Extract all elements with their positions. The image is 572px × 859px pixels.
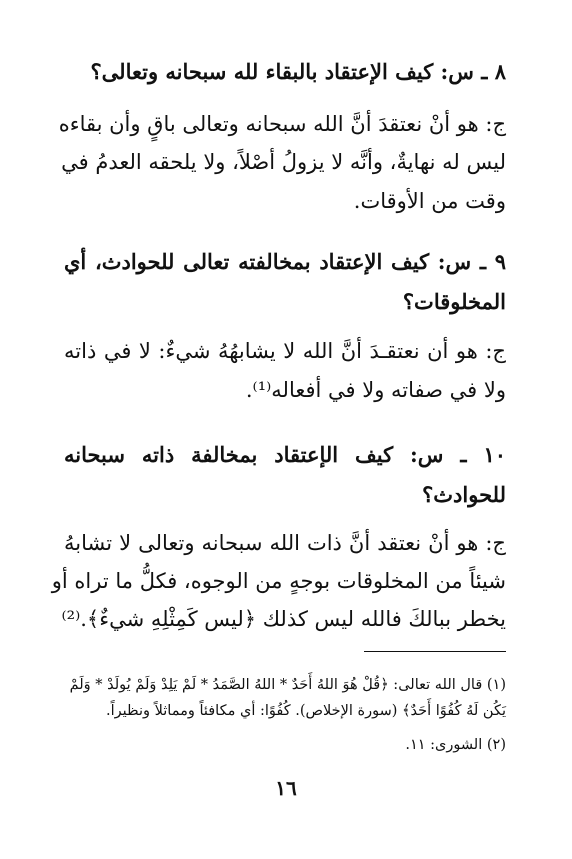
page-number: ١٦ xyxy=(275,776,297,800)
answer-9-line-1: ج: هو أن نعتقـدَ أنَّ الله لا يشابهُهُ شيءٌ: لا في ذاته xyxy=(64,339,506,363)
answer-9-line-2: ولا في صفاته ولا في أفعاله⁽¹⁾. xyxy=(245,378,506,402)
footnote-1-line-1: (١) قال الله تعالى: ﴿قُلْ هُوَ اللهُ أَحَدٌ * اللهُ الصَّمَدُ * لَمْ يَلِدْ وَلَمْ يُولَدْ * وَلَمْ xyxy=(69,677,506,693)
answer-8-line-3: وقت من الأوقات. xyxy=(353,189,506,213)
footnote-1-line-2: يَكُن لَهُ كُفُوًا أَحَدٌ﴾ (سورة الإخلاص). كُفُوًا: أي مكافئاً ومماثلاً ونظيراً. xyxy=(106,703,506,719)
question-9-line-2: المخلوقات؟ xyxy=(402,289,506,314)
question-9-line-1: ٩ ـ س: كيف الإعتقاد بمخالفته تعالى للحوادث، أي xyxy=(64,249,506,274)
answer-8-line-1: ج: هو أنْ نعتقدَ أنَّ الله سبحانه وتعالى باقٍ وأن بقاءه xyxy=(58,112,506,136)
question-10-line-2: للحوادث؟ xyxy=(422,482,506,507)
answer-8-line-2: ليس له نهايةٌ، وأنَّه لا يزولُ أصْلاً، ولا يلحقه العدمُ في xyxy=(61,150,506,174)
question-8: ٨ ـ س: كيف الإعتقاد بالبقاء لله سبحانه وتعالى؟ xyxy=(90,59,506,84)
question-10-line-1: ١٠ ـ س: كيف الإعتقاد بمخالفة ذاته سبحانه xyxy=(64,442,506,467)
answer-10-line-1: ج: هو أنْ نعتقد أنَّ ذات الله سبحانه وتعالى لا تشابهُ xyxy=(64,531,506,555)
footnote-separator xyxy=(364,651,506,652)
footnote-2: (٢) الشورى: ١١. xyxy=(405,737,506,753)
answer-10-line-3: يخطر ببالكَ فالله ليس كذلك ﴿ليس كَمِثْلِهِ شيءٌ﴾.⁽²⁾ xyxy=(61,607,506,631)
answer-10-line-2: شيئاً من المخلوقات بوجهٍ من الوجوه، فكلُّ ما تراه أو xyxy=(51,569,506,593)
